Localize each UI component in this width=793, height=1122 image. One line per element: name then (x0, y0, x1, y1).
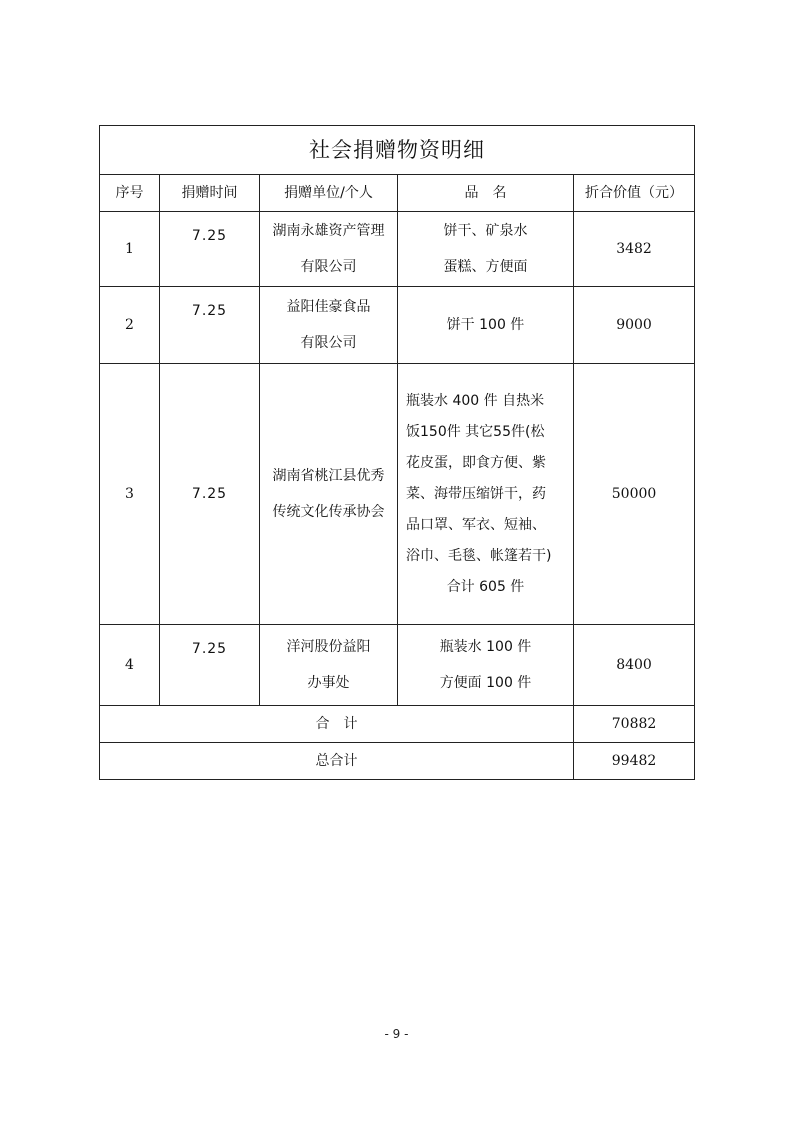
grand-total-value: 99482 (574, 743, 695, 780)
row-donor (260, 287, 398, 364)
item-line: 浴巾、毛毯、帐篷若干) (406, 547, 552, 564)
donor-line: 有限公司 (300, 335, 357, 351)
header-date: 捐赠时间 (160, 175, 260, 212)
item-line: 蛋糕、方便面 (443, 259, 528, 275)
subtotal-value: 70882 (574, 706, 695, 743)
donor-line: 湖南省桃江县优秀 (272, 468, 385, 484)
item-line: 合计 605 件 (446, 578, 525, 595)
item-line: 花皮蛋，即食方便、紫 (406, 454, 546, 471)
row-value: 8400 (574, 625, 695, 706)
row-date: 7.25 (160, 287, 260, 364)
row-date: 7.25 (160, 625, 260, 706)
donor-line: 办事处 (307, 675, 350, 691)
row-value: 50000 (574, 364, 695, 625)
header-item: 品 名 (398, 175, 574, 212)
item-line: 方便面 100 件 (439, 675, 532, 691)
subtotal-label: 合 计 (100, 706, 574, 743)
donor-line: 湖南永雄资产管理 (272, 223, 385, 239)
item-line: 菜、海带压缩饼干，药 (406, 485, 546, 502)
row-item (398, 364, 574, 625)
item-line: 饼干、矿泉水 (443, 223, 528, 239)
donor-line: 益阳佳豪食品 (286, 299, 371, 315)
item-line: 饭150件 其它55件(松 (406, 423, 545, 440)
row-donor (260, 212, 398, 287)
item-line: 瓶装水 100 件 (439, 639, 532, 655)
row-item (398, 625, 574, 706)
donor-line: 洋河股份益阳 (286, 639, 371, 655)
item-line: 饼干 100 件 (446, 317, 525, 333)
row-value: 9000 (574, 287, 695, 364)
row-item (398, 287, 574, 364)
table-row (100, 287, 695, 364)
grand-total-label: 总合计 (100, 743, 574, 780)
header-donor: 捐赠单位/个人 (260, 175, 398, 212)
row-value: 3482 (574, 212, 695, 287)
row-donor (260, 625, 398, 706)
row-item (398, 212, 574, 287)
table-title: 社会捐赠物资明细 (100, 126, 695, 175)
row-date: 7.25 (160, 212, 260, 287)
page-number: - 9 - (384, 1027, 409, 1041)
item-line: 品口罩、军衣、短袖、 (406, 516, 546, 533)
header-value: 折合价值（元） (574, 175, 695, 212)
item-line: 瓶装水 400 件 自热米 (406, 392, 545, 409)
row-index: 3 (100, 364, 160, 625)
header-index: 序号 (100, 175, 160, 212)
row-index: 1 (100, 212, 160, 287)
row-index: 2 (100, 287, 160, 364)
table-row (100, 364, 695, 625)
donor-line: 有限公司 (300, 259, 357, 275)
donor-line: 传统文化传承协会 (272, 504, 385, 520)
row-index: 4 (100, 625, 160, 706)
table-row (100, 625, 695, 706)
row-date: 7.25 (160, 364, 260, 625)
row-donor (260, 364, 398, 625)
grand-total-row (100, 743, 695, 780)
subtotal-row (100, 706, 695, 743)
donation-details-table (99, 125, 695, 780)
table-row (100, 212, 695, 287)
header-row (100, 175, 695, 212)
